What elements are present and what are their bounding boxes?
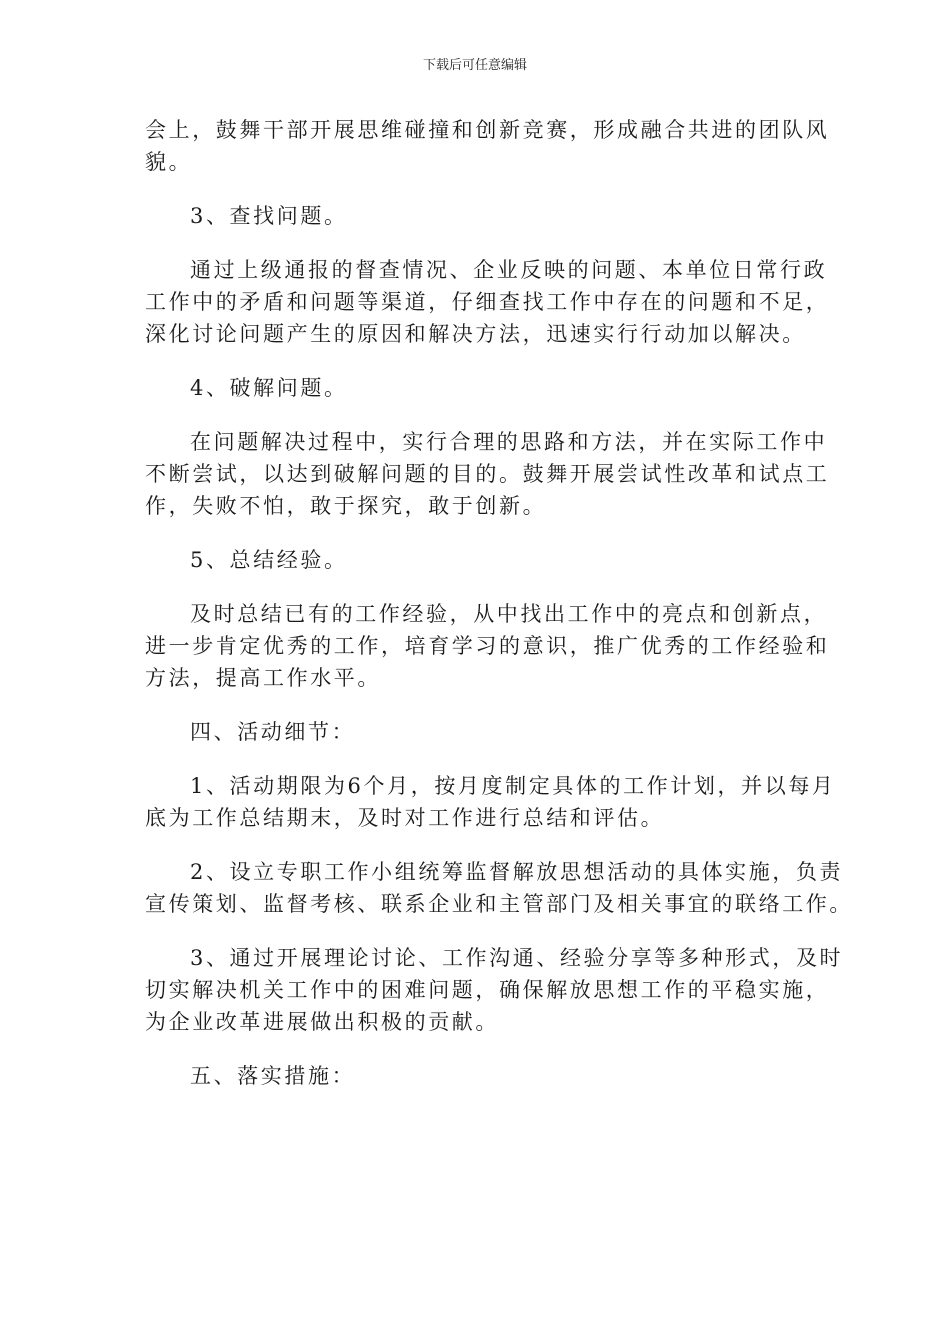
paragraph-line: 底为工作总结期末，及时对工作进行总结和评估。	[145, 806, 665, 830]
paragraph-line: 四、活动细节：	[190, 720, 356, 744]
paragraph-line: 3、查找问题。	[190, 204, 348, 228]
paragraph-line: 为企业改革进展做出积极的贡献。	[145, 1010, 499, 1034]
paragraph-p6	[145, 544, 805, 576]
paragraph-line: 进一步肯定优秀的工作，培育学习的意识，推广优秀的工作经验和	[145, 634, 830, 658]
paragraph-line: 5、总结经验。	[190, 548, 348, 572]
paragraph-line: 2、设立专职工作小组统筹监督解放思想活动的具体实施，负责	[190, 860, 844, 884]
paragraph-p9	[145, 770, 836, 834]
paragraph-line: 作，失败不怕，敢于探究，敢于创新。	[145, 494, 547, 518]
paragraph-line: 通过上级通报的督查情况、企业反映的问题、本单位日常行政	[190, 258, 828, 282]
paragraph-p11	[145, 942, 844, 1038]
paragraph-line: 不断尝试，以达到破解问题的目的。鼓舞开展尝试性改革和试点工	[145, 462, 830, 486]
paragraph-line: 4、破解问题。	[190, 376, 348, 400]
paragraph-line: 深化讨论问题产生的原因和解决方法，迅速实行行动加以解决。	[145, 322, 806, 346]
paragraph-p2	[145, 200, 805, 232]
paragraph-p1	[145, 114, 830, 178]
document-body	[145, 114, 853, 1114]
paragraph-p7	[145, 598, 830, 694]
paragraph-line: 工作中的矛盾和问题等渠道，仔细查找工作中存在的问题和不足，	[145, 290, 830, 314]
paragraph-p5	[145, 426, 830, 522]
paragraph-p12	[145, 1060, 805, 1092]
paragraph-line: 五、落实措施：	[190, 1064, 356, 1088]
paragraph-line: 1、活动期限为6个月，按月度制定具体的工作计划，并以每月	[190, 774, 836, 798]
paragraph-line: 貌。	[145, 150, 193, 174]
paragraph-line: 方法，提高工作水平。	[145, 666, 381, 690]
paragraph-p8	[145, 716, 805, 748]
paragraph-line: 在问题解决过程中，实行合理的思路和方法，并在实际工作中	[190, 430, 828, 454]
paragraph-p10	[145, 856, 853, 920]
paragraph-line: 及时总结已有的工作经验，从中找出工作中的亮点和创新点，	[190, 602, 828, 626]
paragraph-p4	[145, 372, 805, 404]
paragraph-line: 会上，鼓舞干部开展思维碰撞和创新竞赛，形成融合共进的团队风	[145, 118, 830, 142]
paragraph-line: 3、通过开展理论讨论、工作沟通、经验分享等多种形式，及时	[190, 946, 844, 970]
paragraph-line: 切实解决机关工作中的困难问题，确保解放思想工作的平稳实施，	[145, 978, 830, 1002]
paragraph-p3	[145, 254, 830, 350]
page-header: 下载后可任意编辑	[422, 58, 527, 73]
paragraph-line: 宣传策划、监督考核、联系企业和主管部门及相关事宜的联络工作。	[145, 892, 853, 916]
